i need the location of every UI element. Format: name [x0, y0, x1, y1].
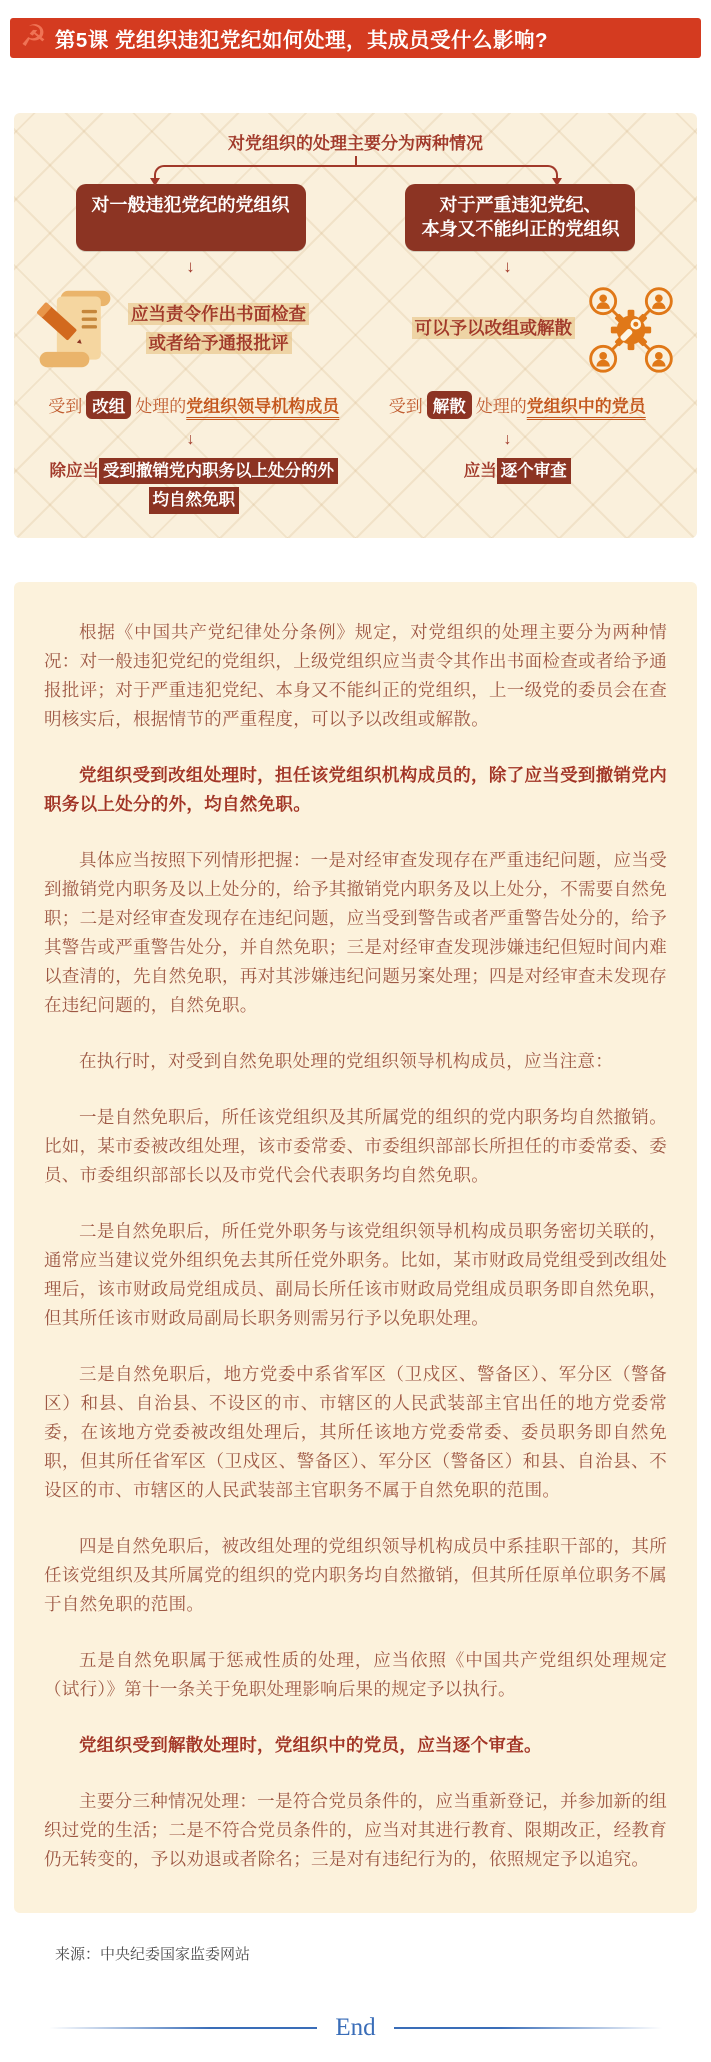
article-paragraph: 根据《中国共产党纪律处分条例》规定，对党组织的处理主要分为两种情况：对一般违犯党纪的党组织，上级党组织应当责令其作出书面检查或者给予通报批评；对于严重违犯党纪、本身又不能纠正的党组织，上一级党的委员会在查明核实后，根据情节的严重程度，可以予以改组或解散。: [44, 621, 667, 729]
infographic-panel: [14, 113, 697, 538]
connector-stem: [355, 156, 357, 165]
article-paragraph: 在执行时，对受到自然免职处理的党组织领导机构成员，应当注意：: [79, 1050, 613, 1071]
left-action-line2: 或者给予通报批评: [146, 332, 292, 354]
page-title: 第5课 党组织违犯党纪如何处理，其成员受什么影响?: [54, 29, 549, 52]
right-subject-mid: 处理的: [475, 396, 527, 416]
right-subject-row: [356, 391, 680, 419]
left-result-prefix: 除应当: [49, 461, 99, 480]
left-branch-label: 对一般违犯党纪的党组织: [91, 195, 290, 215]
infographic-top-label: 对党组织的处理主要分为两种情况: [228, 134, 483, 153]
party-emblem-icon: ☭: [20, 19, 47, 54]
left-result-highlight2: 均自然免职: [149, 487, 240, 513]
article-paragraph: 五是自然免职属于惩戒性质的处理，应当依照《中国共产党组织处理规定（试行）》第十一条关于免职处理影响后果的规定予以执行。: [44, 1649, 667, 1699]
right-result-prefix: 应当: [463, 461, 497, 480]
right-result-highlight: 逐个审查: [497, 458, 571, 484]
article-body: [14, 582, 697, 1913]
left-subject-prefix: 受到: [48, 396, 83, 416]
right-action-text: [412, 314, 576, 343]
arrow-down-icon: [552, 178, 562, 186]
end-divider: [0, 2014, 711, 2042]
reorganize-badge: 改组: [86, 391, 131, 419]
right-subject-target: 党组织中的党员: [526, 396, 646, 416]
article-page: [0, 18, 711, 2062]
arrow-down-icon: ↓: [186, 430, 195, 448]
left-action-line1: 应当责令作出书面检查: [128, 303, 309, 325]
article-paragraph: 一是自然免职后，所任该党组织及其所属党的组织的党内职务均自然撤销。比如，某市委被改组处理，该市委常委、市委组织部部长所担任的市委常委、委员、市委组织部部长以及市党代会代表职务均自然免职。: [44, 1106, 667, 1185]
branch-connector: [154, 165, 558, 178]
arrow-down-icon: ↓: [186, 256, 195, 276]
article-paragraph: 四是自然免职后，被改组处理的党组织领导机构成员中系挂职干部的，其所任该党组织及其所属党的组织的党内职务均自然撤销，但其所任原单位职务不属于自然免职的范围。: [44, 1535, 667, 1614]
end-label: End: [335, 2013, 376, 2041]
scroll-pencil-icon: [32, 281, 118, 377]
article-paragraph: 主要分三种情况处理：一是符合党员条件的，应当重新登记，并参加新的组织过党的生活；二是不符合党员条件的，应当对其进行教育、限期改正，经教育仍无转变的，予以劝退或者除名；三是对有违纪行为的，依照规定予以追究。: [44, 1790, 667, 1869]
left-branch-box: [76, 184, 306, 251]
left-subject-mid: 处理的: [135, 396, 187, 416]
left-subject-target: 党组织领导机构成员: [186, 396, 340, 416]
arrow-down-icon: ↓: [503, 430, 512, 448]
gear-people-icon: [583, 281, 679, 377]
divider-line: [394, 2027, 662, 2029]
left-subject-row: [32, 391, 356, 419]
left-action-text: [128, 300, 309, 358]
right-branch-label-line1: 对于严重违犯党纪、: [439, 195, 602, 215]
right-branch-box: [405, 184, 635, 251]
arrow-down-icon: ↓: [503, 256, 512, 276]
article-paragraph: 三是自然免职后，地方党委中系省军区（卫戍区、警备区）、军分区（警备区）和县、自治县、不设区的市、市辖区的人民武装部主官出任的地方党委常委，在该地方党委被改组处理后，其所任该地方党委常委、委员职务即自然免职，但其所任省军区（卫戍区、警备区）、军分区（警备区）和县、自治县、不设区的市、市辖区的人民武装部主官职务不属于自然免职的范围。: [44, 1363, 667, 1500]
source-line: 来源：中央纪委国家监委网站: [55, 1945, 251, 1963]
article-paragraph: 二是自然免职后，所任党外职务与该党组织领导机构成员职务密切关联的，通常应当建议党外组织免去其所任党外职务。比如，某市财政局党组受到改组处理后，该市财政局党组成员、副局长所任该市财政局党组成员职务即自然免职，但其所任该市财政局副局长职务则需另行予以免职处理。: [44, 1220, 667, 1328]
right-action-label: 可以予以改组或解散: [412, 317, 576, 339]
divider-line: [49, 2027, 317, 2029]
left-result: [32, 457, 356, 516]
right-branch-label-line2: 本身又不能纠正的党组织: [421, 219, 620, 240]
article-paragraph: 党组织受到解散处理时，党组织中的党员，应当逐个审查。: [79, 1734, 542, 1755]
arrow-down-icon: [150, 178, 160, 186]
article-paragraph: 具体应当按照下列情形把握：一是对经审查发现存在严重违纪问题，应当受到撤销党内职务及以上处分的，给予其撤销党内职务及以上处分，不需要自然免职；二是对经审查发现存在违纪问题，应当受到警告或者严重警告处分的，给予其警告或严重警告处分，并自然免职；三是对经审查发现涉嫌违纪但短时间内难以查清的，先自然免职，再对其涉嫌违纪问题另案处理；四是对经审查未发现存在违纪问题的，自然免职。: [44, 849, 667, 1015]
left-result-highlight1: 受到撤销党内职务以上处分的外: [99, 458, 338, 484]
right-subject-prefix: 受到: [388, 396, 423, 416]
right-result: [356, 457, 680, 487]
article-paragraph: 党组织受到改组处理时，担任该党组织机构成员的，除了应当受到撤销党内职务以上处分的外，均自然免职。: [44, 764, 667, 814]
dissolve-badge: 解散: [427, 391, 472, 419]
header-bar: [10, 18, 701, 58]
